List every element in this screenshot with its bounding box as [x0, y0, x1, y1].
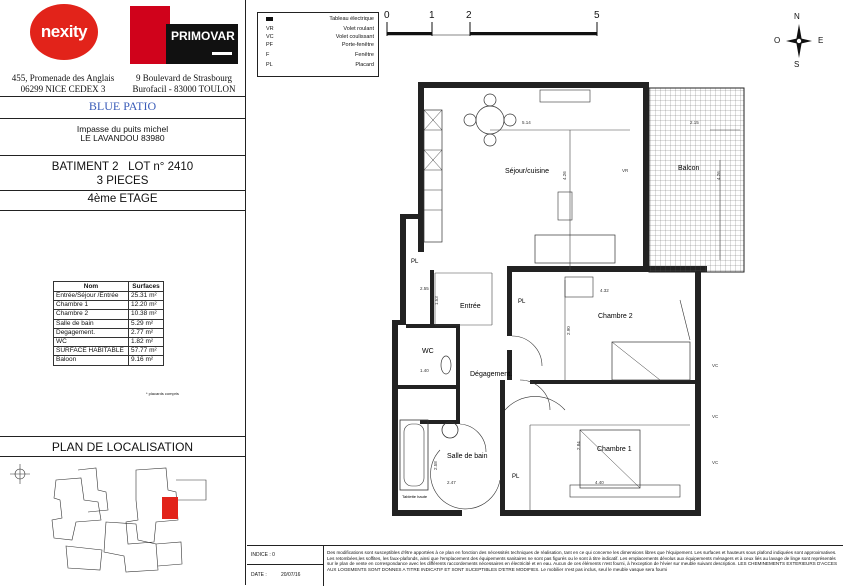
project-name: BLUE PATIO: [88, 99, 157, 113]
svg-text:2.47: 2.47: [447, 480, 456, 485]
disclaimer: Des modifications sont susceptibles d'être apportées à ce plan en fonction des nécessités techniques de réalisation, tant en ce qui concerne les dimensions libres que l'équipement. Les surfaces et hauteurs sous plafond indiquées sont approximatives. Les retombées,les soffites, les faux-plafonds, ainsi que l'emplacement des équipements sanitaires ne sont pas figurés ou le sont à titre indicatif. Les emplacements dévolus aux équipements ménagers et à ceux liés au lavage de linge sont représentés sur le plan de vente en correspondance avec les différents raccordements nécessaires en électricité et en eau. Aucun de ces éléments n'est fourni, à l'exception de l'évier sur meuble suivant description. LES CHEMINEMENTS EXTERIEURS D'ACCES AUX LOGEMENTS SONT DONNES A TITRE INDICATIF ET SONT SUCEPTIBLES D'ETRE MODIFIES. Le mobilier n'est pas inclus, seul le meuble vasque sera fourni: [327, 550, 838, 572]
date-label: DATE :: [251, 572, 267, 578]
info-panel: [0, 0, 246, 585]
svg-text:2.90: 2.90: [566, 326, 571, 335]
sofa: [535, 235, 615, 263]
svg-text:2.58: 2.58: [433, 461, 438, 470]
svg-text:4.40: 4.40: [595, 480, 604, 485]
table-header: Nom Surfaces: [54, 282, 164, 292]
svg-text:2.55: 2.55: [420, 286, 429, 291]
table-row: Degagement. 2.77 m²: [54, 328, 164, 337]
table-row: SURFACE HABITABLE 57.77 m²: [54, 347, 164, 356]
table-row: Entrée/Séjour /Entrée 25.31 m²: [54, 292, 164, 301]
room-entree: Entrée: [460, 303, 481, 310]
lot-info: BATIMENT 2 LOT n° 2410: [51, 161, 194, 173]
compass-rose: N S E O: [774, 12, 824, 69]
svg-text:VC: VC: [712, 363, 719, 368]
table-row: Baloon 9.16 m²: [54, 356, 164, 365]
tablette-label: Tablette haute: [402, 494, 428, 499]
svg-text:1.53: 1.53: [434, 296, 439, 305]
lot-etage: 4ème ETAGE: [87, 193, 158, 205]
table-row: Chambre 1 12.20 m²: [54, 301, 164, 310]
balcony-floor: [649, 88, 744, 272]
svg-text:1.40: 1.40: [420, 368, 429, 373]
floor-plan: [390, 80, 721, 520]
room-sejour: Séjour/cuisine: [505, 168, 549, 175]
legend-box: Tableau électrique VR Volet roulant VC Volet coulissant PF Porte-fenêtre F Fenêtre PL Placard: [257, 12, 379, 77]
date-value: 20/07/16: [281, 572, 301, 578]
localisation-title: PLAN DE LOCALISATION: [51, 440, 194, 454]
lot-location-marker: [162, 497, 178, 519]
lot-pieces: 3 PIECES: [96, 175, 149, 187]
svg-text:2.15: 2.15: [690, 120, 699, 125]
project-city: LE LAVANDOU 83980: [80, 133, 165, 143]
table-row: WC 1.82 m²: [54, 337, 164, 346]
indice: INDICE : 0: [251, 552, 275, 558]
room-chambre-1: Chambre 1: [597, 446, 632, 453]
svg-text:4.26: 4.26: [716, 171, 721, 180]
surfaces-note: * placards compris: [146, 391, 179, 396]
primovar-address: 9 Boulevard de Strasbourg Burofacil - 83000 TOULON: [132, 73, 236, 94]
svg-text:2.84: 2.84: [576, 441, 581, 450]
table-row: Chambre 2 10.38 m²: [54, 310, 164, 319]
room-chambre-2: Chambre 2: [598, 313, 633, 320]
dining-table: [464, 94, 516, 146]
closet-pl-1: PL: [411, 259, 419, 265]
project-street: Impasse du puits michel: [76, 124, 169, 134]
scale-bar: 0 1 2 5: [382, 10, 602, 40]
svg-text:5.14: 5.14: [522, 120, 531, 125]
room-degagement: Dégagement.: [470, 371, 513, 378]
closet-pl-2: PL: [518, 299, 526, 305]
bed-chambre-2: [612, 342, 690, 380]
nexity-address: 455, Promenade des Anglais 06299 NICE CEDEX 3: [11, 73, 115, 94]
closet-pl-3: PL: [512, 474, 520, 480]
table-row: Salle de bain 5.29 m²: [54, 319, 164, 328]
svg-text:4.32: 4.32: [600, 288, 609, 293]
footer: [247, 545, 843, 586]
nexity-logo: nexity: [30, 4, 98, 60]
svg-text:VC: VC: [712, 460, 719, 465]
svg-text:VC: VC: [712, 414, 719, 419]
primovar-logo: PRIMOVAR: [130, 6, 242, 64]
room-wc: WC: [422, 348, 434, 355]
surfaces-table: [53, 281, 164, 366]
location-map: [6, 460, 242, 582]
svg-text:VR: VR: [622, 168, 629, 173]
room-sdb: Salle de bain: [447, 453, 488, 460]
toilet: [441, 356, 451, 374]
room-balcon: Balcon: [678, 165, 700, 172]
svg-text:4.26: 4.26: [562, 171, 567, 180]
